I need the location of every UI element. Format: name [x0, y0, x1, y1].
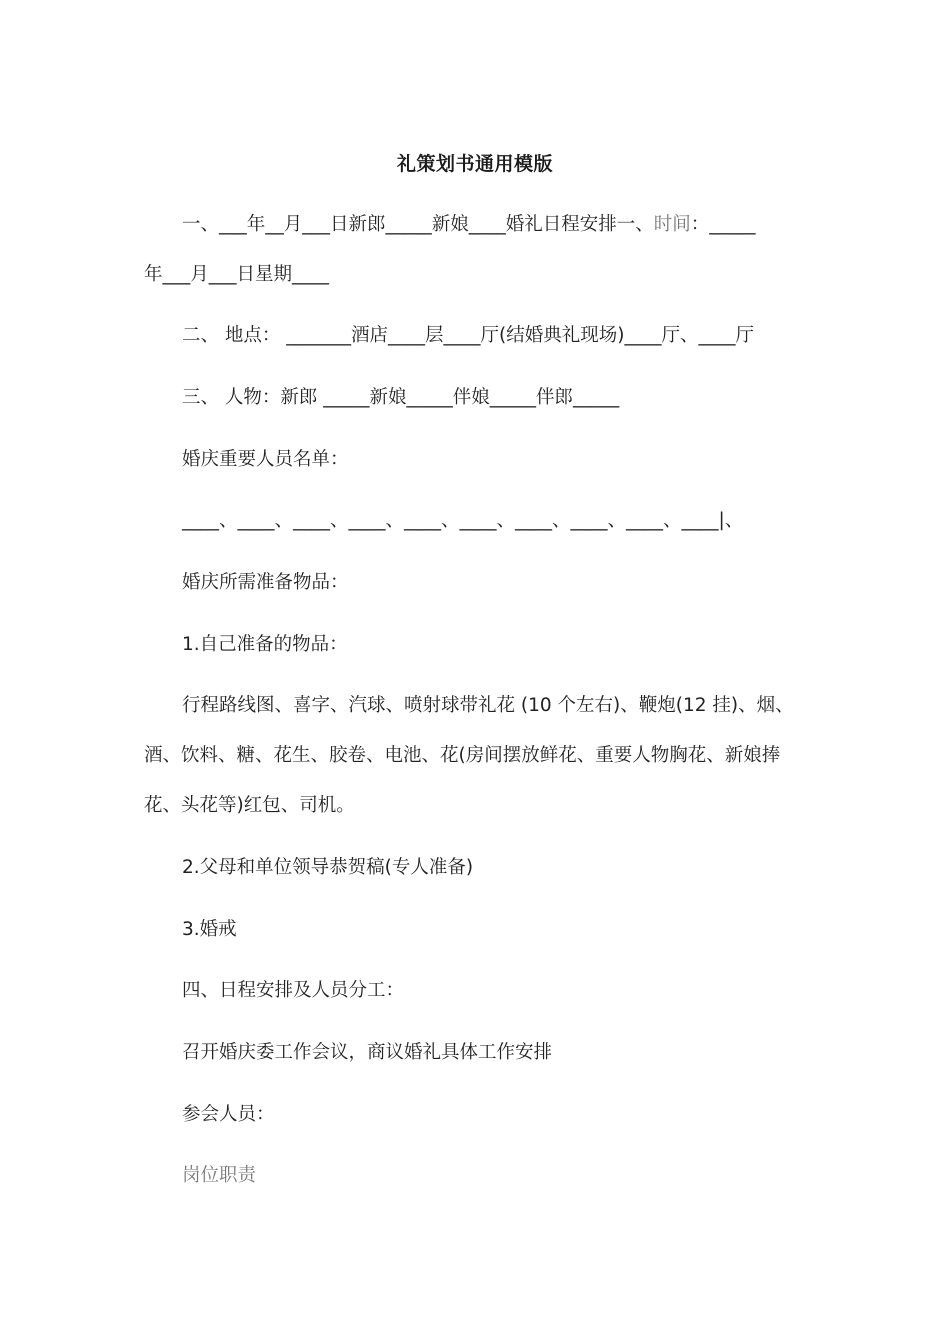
key-staff-blanks: ____、____、____、____、____、____、____、____、____、____|、 [182, 510, 744, 531]
document-title: 礼策划书通用模版 [396, 153, 553, 175]
supplies-list-line-1: 行程路线图、喜字、汽球、喷射球带礼花 (10 个左右)、鞭炮(12 挂)、烟、 [182, 695, 794, 716]
date-line: 年___月___日星期____ [144, 264, 330, 285]
time-blank: ：_____ [690, 214, 756, 235]
duties-heading: 岗位职责 [182, 1165, 257, 1186]
location-line: 二、 地点： _______酒店____层____厅(结婚典礼现场)____厅、____厅 [182, 325, 754, 346]
attendees-line: 参会人员： [182, 1104, 275, 1125]
schedule-heading: 四、日程安排及人员分工： [182, 980, 405, 1001]
supplies-heading: 婚庆所需准备物品： [182, 572, 349, 593]
people-line: 三、 人物：新郎 _____新娘_____伴娘_____伴郎_____ [182, 387, 620, 408]
key-staff-heading: 婚庆重要人员名单： [182, 449, 349, 470]
meeting-line: 召开婚庆委工作会议，商议婚礼具体工作安排 [182, 1042, 553, 1063]
ring-item: 3.婚戒 [182, 919, 237, 940]
schedule-line-1-text: 一、___年__月___日新郎_____新娘____婚礼日程安排一、 [182, 214, 654, 235]
supplies-list-line-3: 花、头花等)红包、司机。 [144, 795, 355, 816]
supplies-list-line-2: 酒、饮料、糖、花生、胶卷、电池、花(房间摆放鲜花、重要人物胸花、新娘捧 [144, 745, 781, 766]
speech-item: 2.父母和单位领导恭贺稿(专人准备) [182, 857, 474, 878]
self-prepared-heading: 1.自己准备的物品： [182, 634, 348, 655]
schedule-line-1 [182, 213, 756, 237]
time-label: 时间 [653, 214, 691, 235]
